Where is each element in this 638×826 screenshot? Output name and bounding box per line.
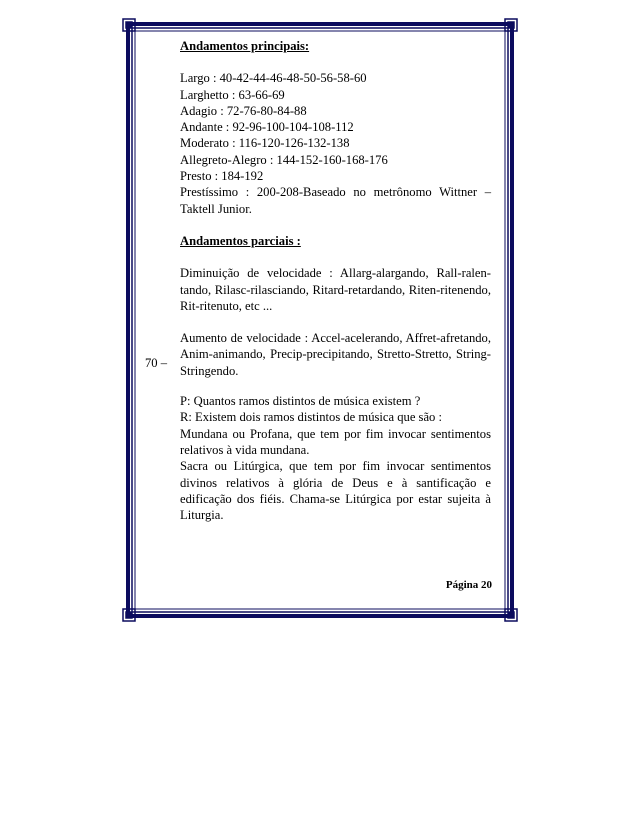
paragraph-diminuicao: Diminuição de velocidade : Allarg-alargando, Rall-ralen-tando, Rilasc-rilasciando, Ritard-retardando, Riten-ritenendo, Rit-ritenuto, etc ... [180, 266, 491, 313]
page-content [180, 38, 491, 523]
answer-text: R: Existem dois ramos distintos de música que são : [180, 410, 442, 425]
tempo-line: Moderato : 116-120-126-132-138 [180, 136, 350, 151]
tempo-line: Allegreto-Alegro : 144-152-160-168-176 [180, 152, 388, 167]
tempo-line: Andante : 92-96-100-104-108-112 [180, 120, 354, 135]
question-number: 70 – [145, 356, 168, 370]
paragraph-aumento: Aumento de velocidade : Accel-acelerando, Affret-afretando, Anim-animando, Precip-precipitando, Stretto-Stretto, String-Stringendo. [180, 331, 491, 378]
paragraph-mundana: Mundana ou Profana, que tem por fim invocar sentimentos relativos à vida mundana. [180, 426, 491, 457]
paragraph-sacra: Sacra ou Litúrgica, que tem por fim invocar sentimentos divinos relativos à glória de Deus e à santificação e edificação dos fiéis. Chama-se Litúrgica por estar sujeita à Liturgia. [180, 459, 491, 523]
tempo-line: Larghetto : 63-66-69 [180, 87, 285, 102]
heading-partial-tempos: Andamentos parciais : [180, 233, 301, 248]
tempo-line: Adagio : 72-76-80-84-88 [180, 103, 307, 118]
tempo-line-prestissimo: Prestíssimo : 200-208-Baseado no metrônomo Wittner – Taktell Junior. [180, 185, 491, 216]
page-number: Página 20 [445, 579, 492, 591]
tempo-line: Largo : 40-42-44-46-48-50-56-58-60 [180, 71, 367, 86]
question-text: P: Quantos ramos distintos de música existem ? [180, 394, 421, 409]
heading-main-tempos: Andamentos principais: [180, 39, 310, 53]
tempo-line: Presto : 184-192 [180, 169, 264, 184]
